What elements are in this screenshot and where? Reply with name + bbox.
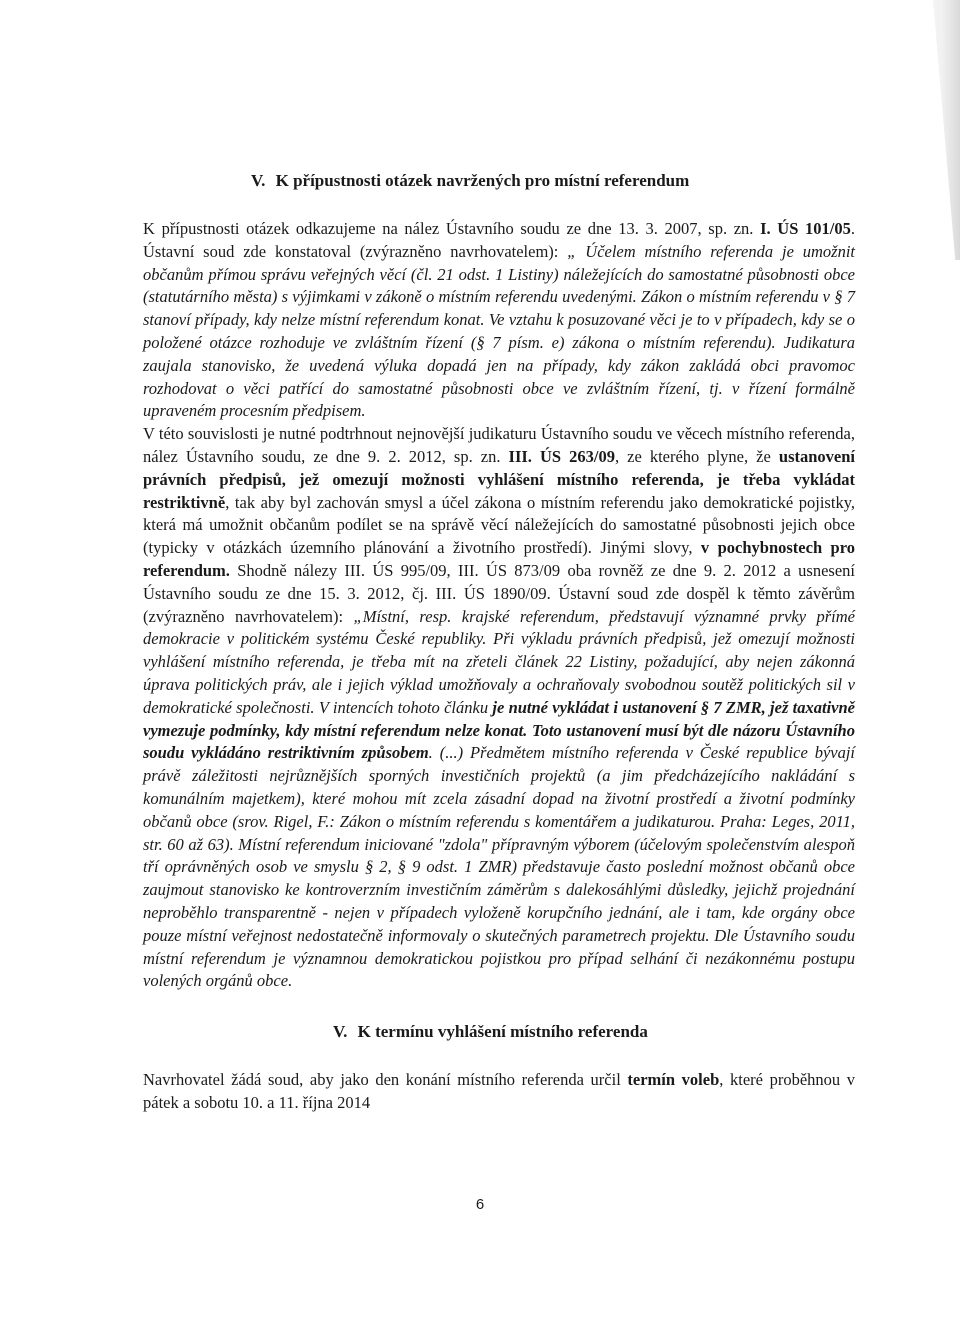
text-run: v pochybnostech pro referendum. xyxy=(143,538,855,580)
text-run: I. ÚS 101/05 xyxy=(760,219,851,238)
scan-edge-shadow xyxy=(900,0,960,260)
text-run: ustanovení právních předpisů, jež omezují možnosti vyhlášení místního referenda, je třeba vykládat restriktivně xyxy=(143,446,855,512)
text-run: Shodně nálezy III. ÚS 995/09, III. ÚS 873/09 oba rovněž ze dne 9. 2. 2012 a usnesení Ústavního soudu ze dne 15. 3. 2012, čj. III. ÚS 1890/09. Ústavní soud zde dospěl k těmto závěrům (zvýrazněno navrhovatelem): xyxy=(143,560,855,626)
text-run: „ Účelem místního referenda je umožnit občanům přímou správu veřejných věcí (čl. 21 odst. 1 Listiny) náležejících do samostatné působnosti obce (statutárního města) s výjimkami v zákoně o místním referendu uvedenými. Zákon o místním referendu v § 7 stanoví případy, kdy nelze místní referendum konat. Ve vztahu k posuzované věci je to v případech, kdy se o položené otázce rozhoduje ve zvláštním řízení (§ 7 písm. e) zákona o místním referendu). Judikatura zaujala stanovisko, že uvedená výluka dopadá jen na případy, kdy zákon zakládá obci pravomoc rozhodovat o věci patřící do samostatné působnosti obce ve zvláštním řízení, tj. v řízení formálně upraveném procesním předpisem. xyxy=(143,241,855,421)
section-title: K přípustnosti otázek navržených pro místní referendum xyxy=(275,171,690,190)
text-run: termín voleb xyxy=(627,1070,720,1090)
section-number: V. xyxy=(333,1022,348,1042)
section-heading-referendum-date xyxy=(333,1021,855,1043)
text-run: , tak aby byl zachován smysl a účel zákona o místním referendu jako demokratické pojistky, která má umožnit občanům podílet se na správě věcí náležejících do samostatné působnosti jejich obce (typicky v otázkách územního plánování a životního prostředí). Jinými slovy, xyxy=(143,492,855,558)
text-run: Navrhovatel žádá soud, aby jako den konání místního referenda určil xyxy=(143,1070,628,1090)
paragraph-case-law xyxy=(143,423,855,993)
section-number: V. xyxy=(251,171,266,190)
text-run: je nutné vykládat i ustanovení § 7 ZMR, jež taxativně vymezuje podmínky, kdy místní referendum nelze konat. Toto ustanovení musí být dle názoru Ústavního soudu vykládáno restriktivním způsobem xyxy=(143,697,855,763)
text-run: . (...) Předmětem místního referenda v České republice bývají právě záležitosti nejrůznějších sporných investičních projektů (a jim předcházejícího nakládání s komunálním majetkem), které mohou mít zcela zásadní dopad na životní prostředí a životní podmínky občanů obce (srov. Rigel, F.: Zákon o místním referendu s komentářem a judikaturou. Praha: Leges, 2011, str. 60 až 63). Místní referendum iniciované "zdola" přípravným výborem (účelovým společenstvím alespoň tří oprávněných osob ve smyslu § 2, § 9 odst. 1 ZMR) představuje často poslední možnost občanů obce zaujmout stanovisko ke kontroverzním investičním záměrům s dalekosáhlými důsledky, jejichž projednání neproběhlo transparentně - nejen v případech vyloženě korupčního jednání, ale i tam, kde orgány obce pouze místní veřejnost nedostatečně informovaly o skutečných parametrech projektu. Dle Ústavního soudu místní referendum je významnou demokratickou pojistkou pro případ selhání či nezákonnému postupu volených orgánů obce. xyxy=(143,743,856,991)
section-heading-admissibility xyxy=(251,170,855,192)
text-run: „Místní, resp. krajské referendum, představují významné prvky přímé demokracie v politickém systému České republiky. Při výkladu právních předpisů, jež omezují možnosti vyhlášení místního referenda, je třeba mít na zřeteli článek 22 Listiny, požadující, aby nejen zákonná úprava politických práv, ale i jejich výklad umožňovaly a ochraňovaly svobodnou soutěž politických sil v demokratické společnosti. V intencích tohoto článku xyxy=(143,606,856,717)
text-run: K přípustnosti otázek odkazujeme na nález Ústavního soudu ze dne 13. 3. 2007, sp. zn. xyxy=(143,219,761,238)
text-run: III. ÚS 263/09 xyxy=(508,446,615,466)
text-run: . Ústavní soud zde konstatoval (zvýrazněno navrhovatelem): xyxy=(143,219,855,261)
text-run: , ze kterého plyne, že xyxy=(614,446,779,466)
paragraph-admissibility-intro xyxy=(143,218,855,423)
document-body xyxy=(143,170,855,1115)
text-run: , které proběhnou v pátek a sobotu 10. a 11. října 2014 xyxy=(143,1070,855,1112)
page-number: 6 xyxy=(475,1196,485,1213)
text-run: V této souvislosti je nutné podtrhnout nejnovější judikaturu Ústavního soudu ve věcech místního referenda, nález Ústavního soudu, ze dne 9. 2. 2012, sp. zn. xyxy=(143,424,855,466)
section-title: K termínu vyhlášení místního referenda xyxy=(357,1022,648,1042)
paragraph-referendum-date xyxy=(143,1069,855,1115)
